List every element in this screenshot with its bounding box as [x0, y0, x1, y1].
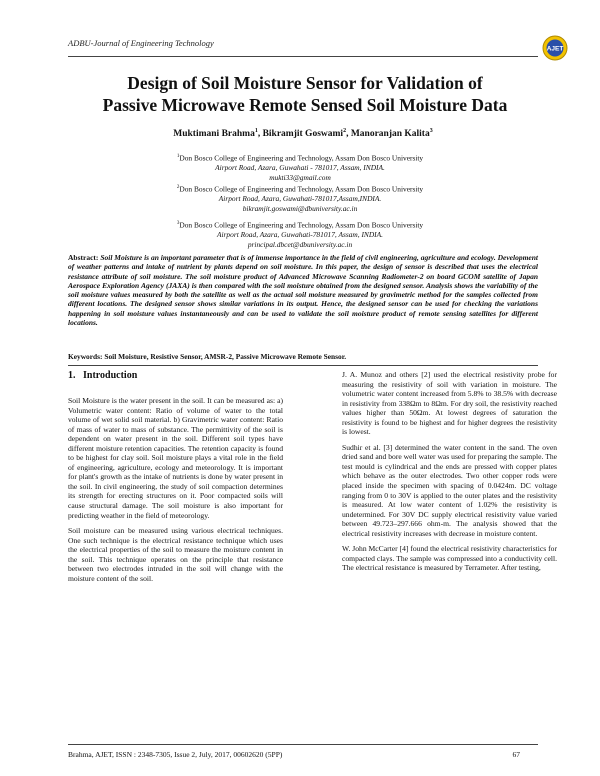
author-name: Manoranjan Kalita: [350, 129, 430, 140]
page-footer: [68, 750, 538, 759]
author-name: Muktimani Brahma: [173, 129, 255, 140]
affil-sup: 2: [176, 185, 180, 190]
body-paragraph: Soil Moisture is the water present in the soil. It can be measured as: a) Volumetric water content: Ratio of volume of water to the total volume of wet solid soil material. b) Gravimetric water content: Ratio of mass of water to mass of substance. The permittivity of the soil is dependent on water present in the soil. Different soil types have different moisture retention capacities. The retention capacity is found to be highest for clay soil. Soil moisture plays a vital role in the field of engineering, agriculture, ecology and meteorology. It is important for plant's growth as the intake of nutrients is done by water present in the soil. In civil engineering, the study of soil compaction determines its strength for erecting structures on it. Poor compacted soils will cause structural damage. The soil moisture is also important for predicting weather in the field of meteorology.: [68, 396, 283, 520]
footer-rule: [68, 744, 538, 745]
author-separator: ,: [257, 129, 263, 140]
keywords-rule: [68, 365, 538, 366]
affil-sup: 1: [176, 154, 180, 159]
affil-institution: Don Bosco College of Engineering and Technology, Assam Don Bosco University: [179, 220, 424, 230]
footer-citation: Brahma, AJET, ISSN : 2348-7305, Issue 2, July, 2017, 00602620 (5PP): [68, 750, 283, 759]
page-number: 67: [512, 750, 520, 759]
title-line-2: Passive Microwave Remote Sensed Soil Moisture Data: [102, 95, 508, 115]
author-sup: 2: [343, 128, 347, 134]
section-title: Introduction: [83, 370, 138, 381]
paper-title: [60, 72, 550, 116]
affil-email[interactable]: principal.dbcet@dbuniversity.ac.in: [247, 239, 353, 249]
body-paragraph: J. A. Munoz and others [2] used the electrical resistivity probe for measuring the resistivity of soil with variation in moisture. The volumetric water content increased from 5.8% to 38.5% with decrease in resistivity from 338Ωm to 8Ωm. For dry soil, the resistivity reached values higher than 50Ωm. At lowest degrees of saturation the resistivity is found to be highest and for higher degrees the resistivity is lowest.: [342, 370, 557, 437]
left-column: [68, 396, 283, 583]
title-line-1: Design of Soil Moisture Sensor for Validation of: [127, 73, 483, 93]
section-number: 1.: [68, 370, 76, 381]
author-name: Bikramjit Goswami: [262, 129, 344, 140]
abstract-label: Abstract:: [68, 253, 99, 262]
logo-text: AJET: [546, 45, 564, 53]
affil-email[interactable]: mukti33@gmail.com: [269, 172, 331, 182]
affil-sup: 3: [176, 221, 180, 226]
body-paragraph: Sudhir et al. [3] determined the water content in the sand. The oven dried sand and bore well water was used for preparing the sample. The test mould is cylindrical and the ends are pressed with copper plates which behave as the outer electrodes. Two other copper rods were placed inside the specimen with spacing of 0.0424m. DC voltage ranging from 0 to 30V is applied to the outer plates and the resistivity is measured. At low water content of 1.02% the resistivity is undetermined. For 30V DC supply electrical resistivity value varied between 49.723–297.666 ohm-m. The analysis showed that the electrical resistivity increases with decrease in moisture content.: [342, 442, 557, 538]
author-sup: 1: [254, 128, 258, 134]
body-paragraph: Soil moisture can be measured using various electrical techniques. One such technique is the electrical resistance technique which uses the electrical properties of the soil to measure the moisture content in the soil. This technique operates on the principle that resistance between two electrodes intruded in the soil will change with the moisture content of the soil.: [68, 526, 283, 583]
author-separator: ,: [346, 129, 351, 140]
journal-name: ADBU-Journal of Engineering Technology: [68, 38, 214, 48]
affil-address: Airport Road, Azara, Guwahati-781017, Assam, INDIA.: [216, 230, 384, 240]
affil-address: Airport Road, Azara, Guwahati - 781017, Assam, INDIA.: [215, 163, 385, 173]
affiliation-2: [90, 183, 510, 213]
keywords: Keywords: Soil Moisture, Resistive Sensor, AMSR-2, Passive Microwave Remote Sensor.: [68, 352, 347, 361]
author-sup: 3: [429, 128, 433, 134]
section-heading: [68, 370, 137, 381]
affiliation-3: [90, 219, 510, 249]
journal-logo: [541, 34, 569, 62]
author-list: [68, 128, 538, 139]
affil-institution: Don Bosco College of Engineering and Technology, Assam Don Bosco University: [179, 153, 424, 163]
abstract-text: Soil Moisture is an important parameter that is of immense importance in the field of civil engineering, agriculture and ecology. Development of weather patterns and intake of nutrient by plants depend on soil moisture. In this paper, the design of sensor is described that uses the electrical resistance attribute of soil moisture. The soil moisture product of Advanced Microwave Scanning Radiometer-2 on board GCOM satellite of Japan Aerospace Exploration Agency (JAXA) is then compared with the soil moisture obtained from the designed sensor. Analysis shows the variability of the soil moisture values measured by both the satellite as well as the actual soil moisture measured by gravimetric method for the samples collected from different locations. The designed sensor shows similar variations in its output. Hence, the designed sensor can be used for checking the variations happening in soil moisture values instantaneously and can be used to validate the soil moisture product of remote sensing satellites for different locations.: [68, 253, 539, 328]
right-column: [342, 370, 557, 573]
affiliation-1: [90, 152, 510, 182]
header-rule: [68, 56, 538, 57]
abstract: [68, 253, 538, 327]
affil-institution: Don Bosco College of Engineering and Technology, Assam Don Bosco University: [179, 184, 424, 194]
affil-email[interactable]: bikramjit.goswami@dbuniversity.ac.in: [242, 203, 358, 213]
body-paragraph: W. John McCarter [4] found the electrical resistivity characteristics for compacted clays. The sample was compressed into a conductivity cell. The electrical resistance is measured by Terrameter. After testing,: [342, 544, 557, 573]
affil-address: Airport Road, Azara, Guwahati-781017,Assam,INDIA.: [218, 194, 382, 204]
